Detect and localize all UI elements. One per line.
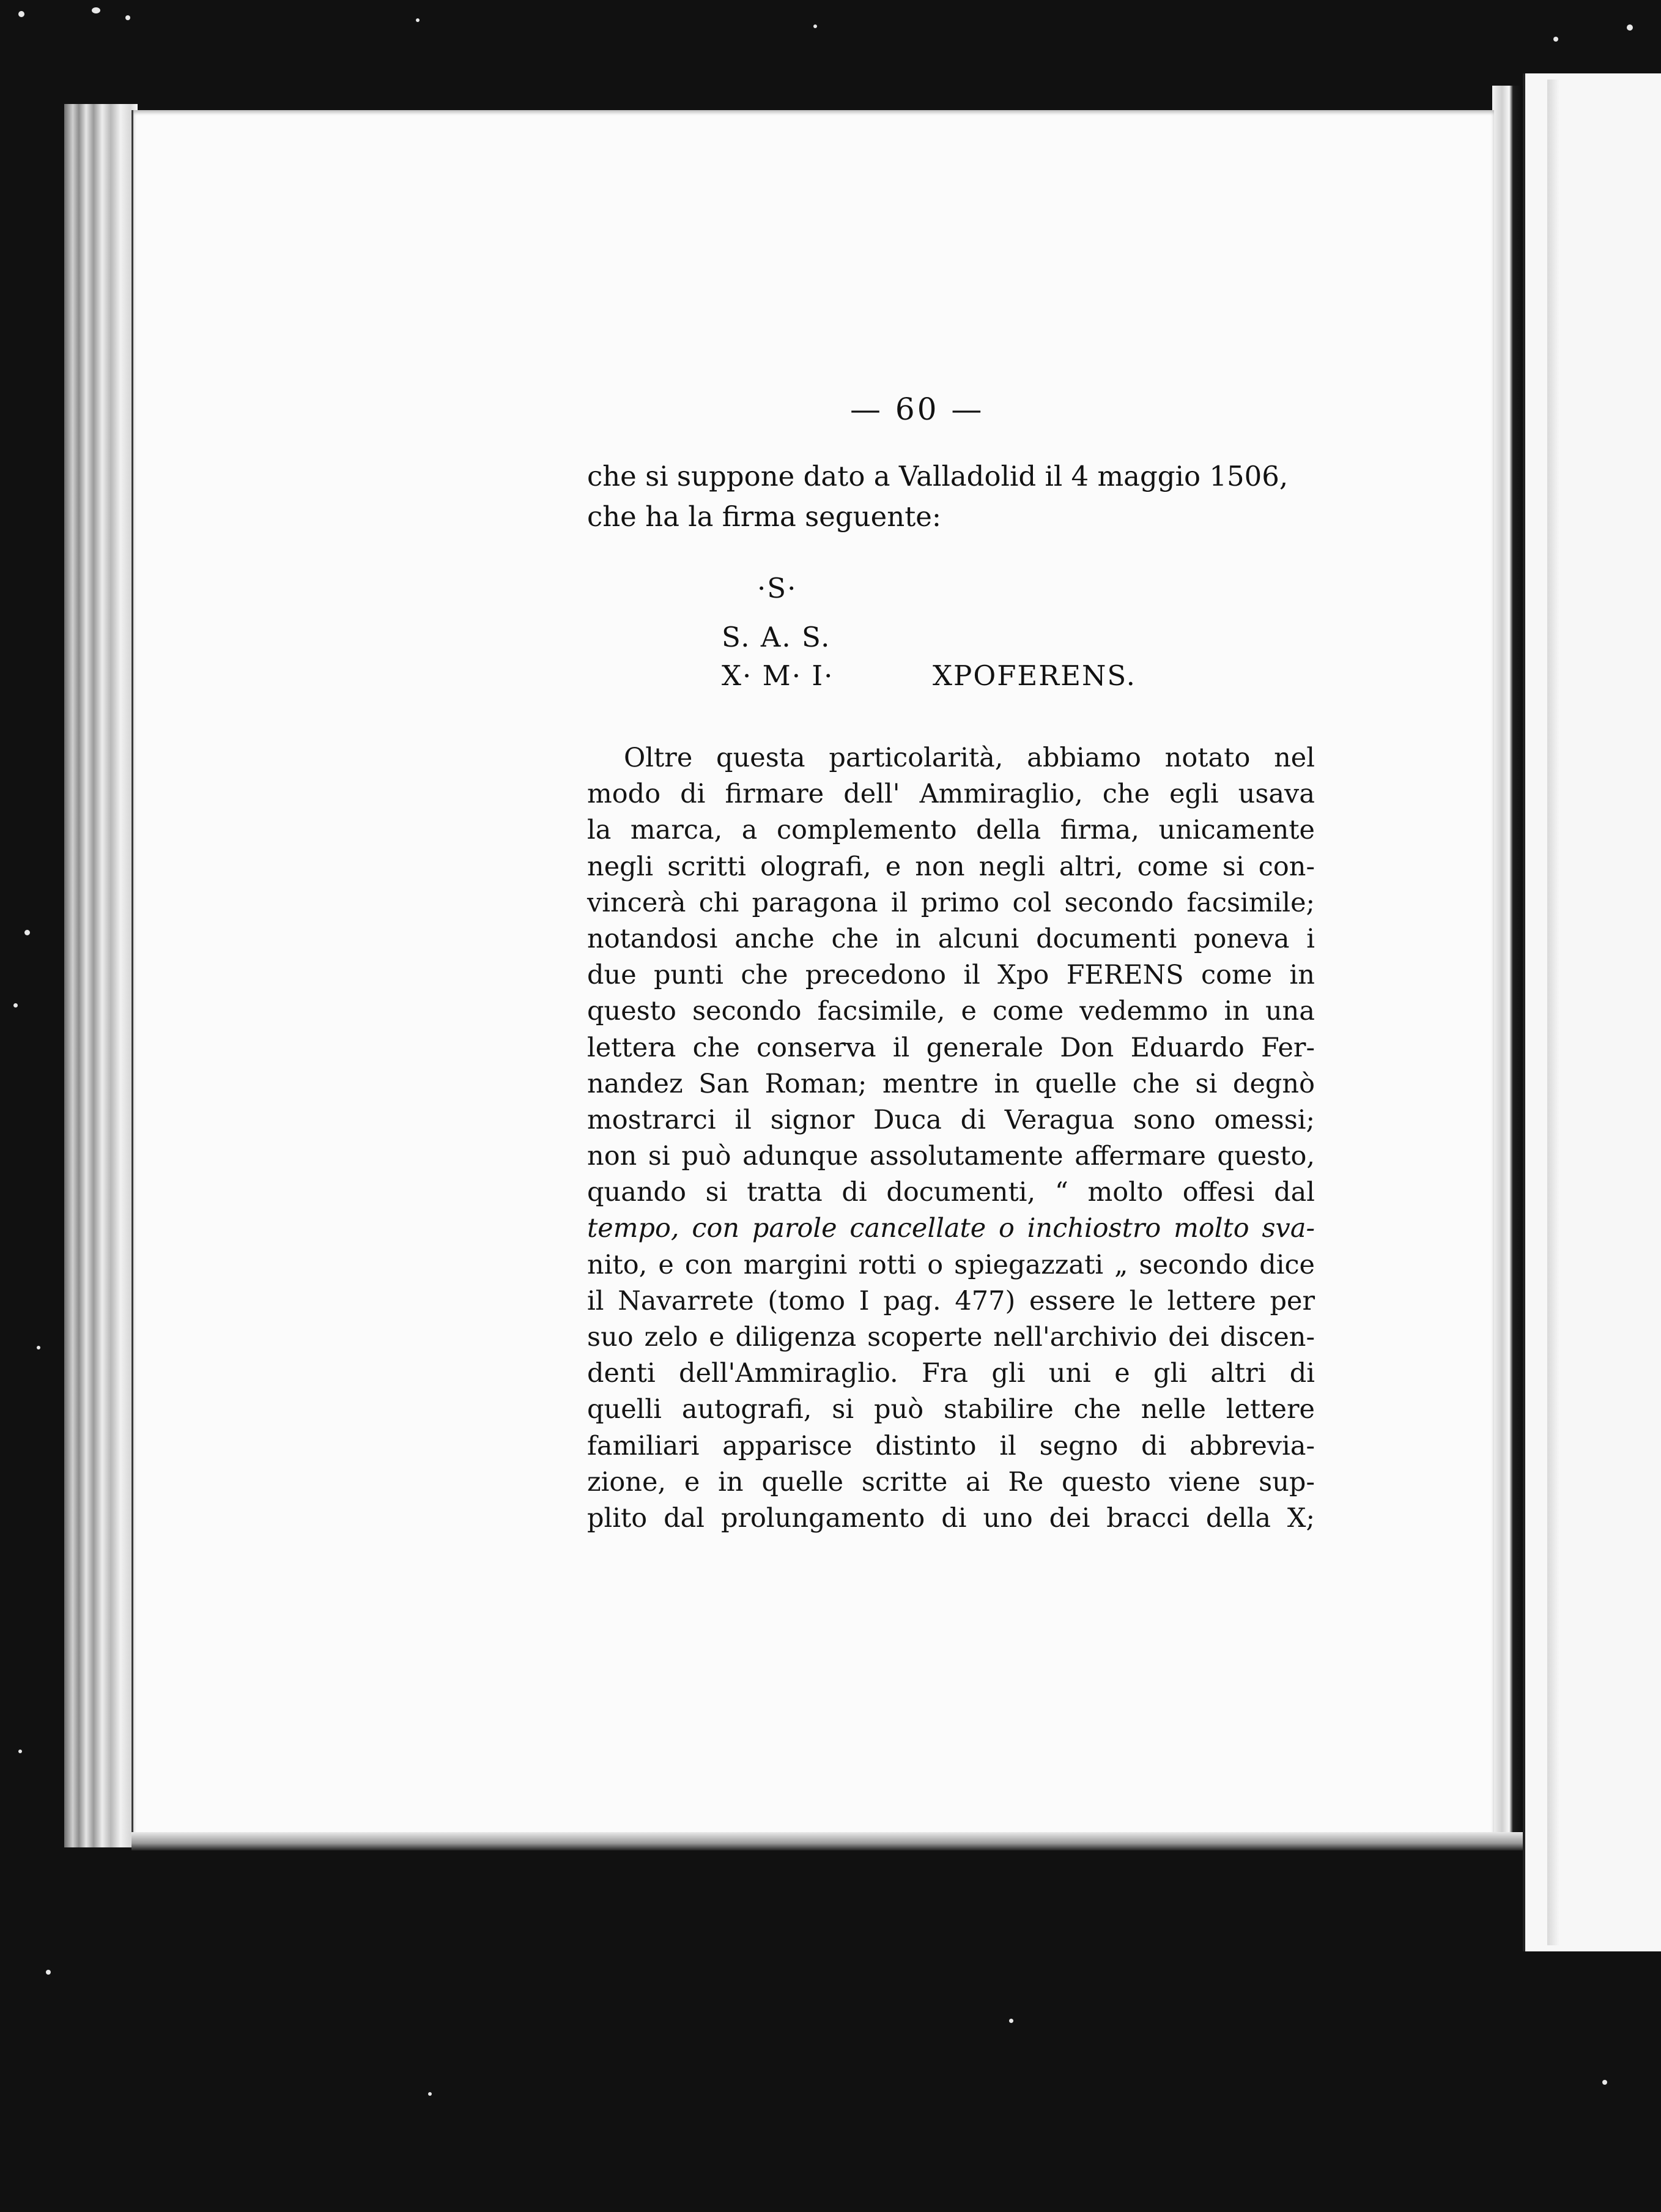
- dust-speck: [416, 18, 420, 22]
- paragraph-line: familiari apparisce distinto il segno di abbrevia-: [587, 1430, 1315, 1461]
- dust-speck: [46, 1970, 51, 1975]
- dust-speck: [92, 7, 100, 13]
- paragraph-line: quando si tratta di documenti, “ molto offesi dal: [587, 1177, 1315, 1208]
- signature-line-3-left: X· M· I·: [722, 659, 834, 692]
- facing-page-shadow: [1547, 80, 1559, 1945]
- dust-speck: [24, 930, 30, 935]
- intro-line-2: che ha la firma seguente:: [587, 500, 942, 533]
- page-bottom-edge: [131, 1832, 1523, 1850]
- dust-speck: [18, 11, 24, 17]
- signature-line-3-right: XPOFERENS.: [933, 659, 1136, 692]
- paragraph-line: non si può adunque assolutamente affermare questo,: [587, 1141, 1315, 1172]
- dust-speck: [13, 1003, 18, 1008]
- paragraph-line: questo secondo facsimile, e come vedemmo in una: [587, 996, 1315, 1027]
- paragraph-line: suo zelo e diligenza scoperte nell'archivio dei discen-: [587, 1322, 1315, 1353]
- paragraph-line: plito dal prolungamento di uno dei bracci della X;: [587, 1502, 1315, 1534]
- page-number: — 60 —: [850, 392, 985, 427]
- page-stack-edge: [64, 104, 138, 1847]
- paragraph-line: zione, e in quelle scritte ai Re questo viene sup-: [587, 1466, 1315, 1498]
- dust-speck: [1627, 24, 1633, 31]
- intro-line-1: che si suppone dato a Valladolid il 4 maggio 1506,: [587, 460, 1289, 492]
- paragraph-line: nandez San Roman; mentre in quelle che si degnò: [587, 1068, 1315, 1099]
- paragraph-line: notandosi anche che in alcuni documenti poneva i: [587, 923, 1315, 954]
- dust-speck: [1553, 37, 1558, 42]
- facing-page-edge: [1523, 73, 1661, 1951]
- paragraph-line: quelli autografi, si può stabilire che nelle lettere: [587, 1394, 1315, 1425]
- dust-speck: [1009, 2019, 1013, 2023]
- body-paragraph: [587, 740, 1315, 1537]
- paragraph-line: due punti che precedono il Xpo FERENS come in: [587, 960, 1315, 991]
- paragraph-line: mostrarci il signor Duca di Veragua sono omessi;: [587, 1104, 1315, 1135]
- signature-line-2: S. A. S.: [722, 621, 831, 653]
- page-right-edge: [1492, 86, 1523, 1847]
- dust-speck: [1602, 2080, 1607, 2085]
- signature-line-1: ·S·: [757, 572, 797, 604]
- paragraph-line: vincerà chi paragona il primo col secondo facsimile;: [587, 887, 1315, 918]
- paragraph-line: modo di firmare dell' Ammiraglio, che egli usava: [587, 779, 1315, 810]
- dust-speck: [813, 24, 817, 28]
- paragraph-line: nito, e con margini rotti o spiegazzati „ secondo dice: [587, 1249, 1315, 1280]
- paragraph-line: Oltre questa particolarità, abbiamo notato nel: [624, 743, 1315, 773]
- paragraph-line-italic: tempo, con parole cancellate o inchiostro molto sva-: [587, 1213, 1315, 1244]
- paragraph-line: lettera che conserva il generale Don Eduardo Fer-: [587, 1032, 1315, 1063]
- dust-speck: [18, 1750, 22, 1753]
- dust-speck: [125, 15, 130, 20]
- dust-speck: [37, 1346, 40, 1349]
- dust-speck: [428, 2092, 432, 2096]
- paragraph-line: denti dell'Ammiraglio. Fra gli uni e gli altri di: [587, 1358, 1315, 1389]
- paragraph-line: la marca, a complemento della firma, unicamente: [587, 815, 1315, 846]
- paragraph-line: negli scritti olografi, e non negli altri, come si con-: [587, 851, 1315, 882]
- paragraph-line: il Navarrete (tomo I pag. 477) essere le lettere per: [587, 1285, 1315, 1316]
